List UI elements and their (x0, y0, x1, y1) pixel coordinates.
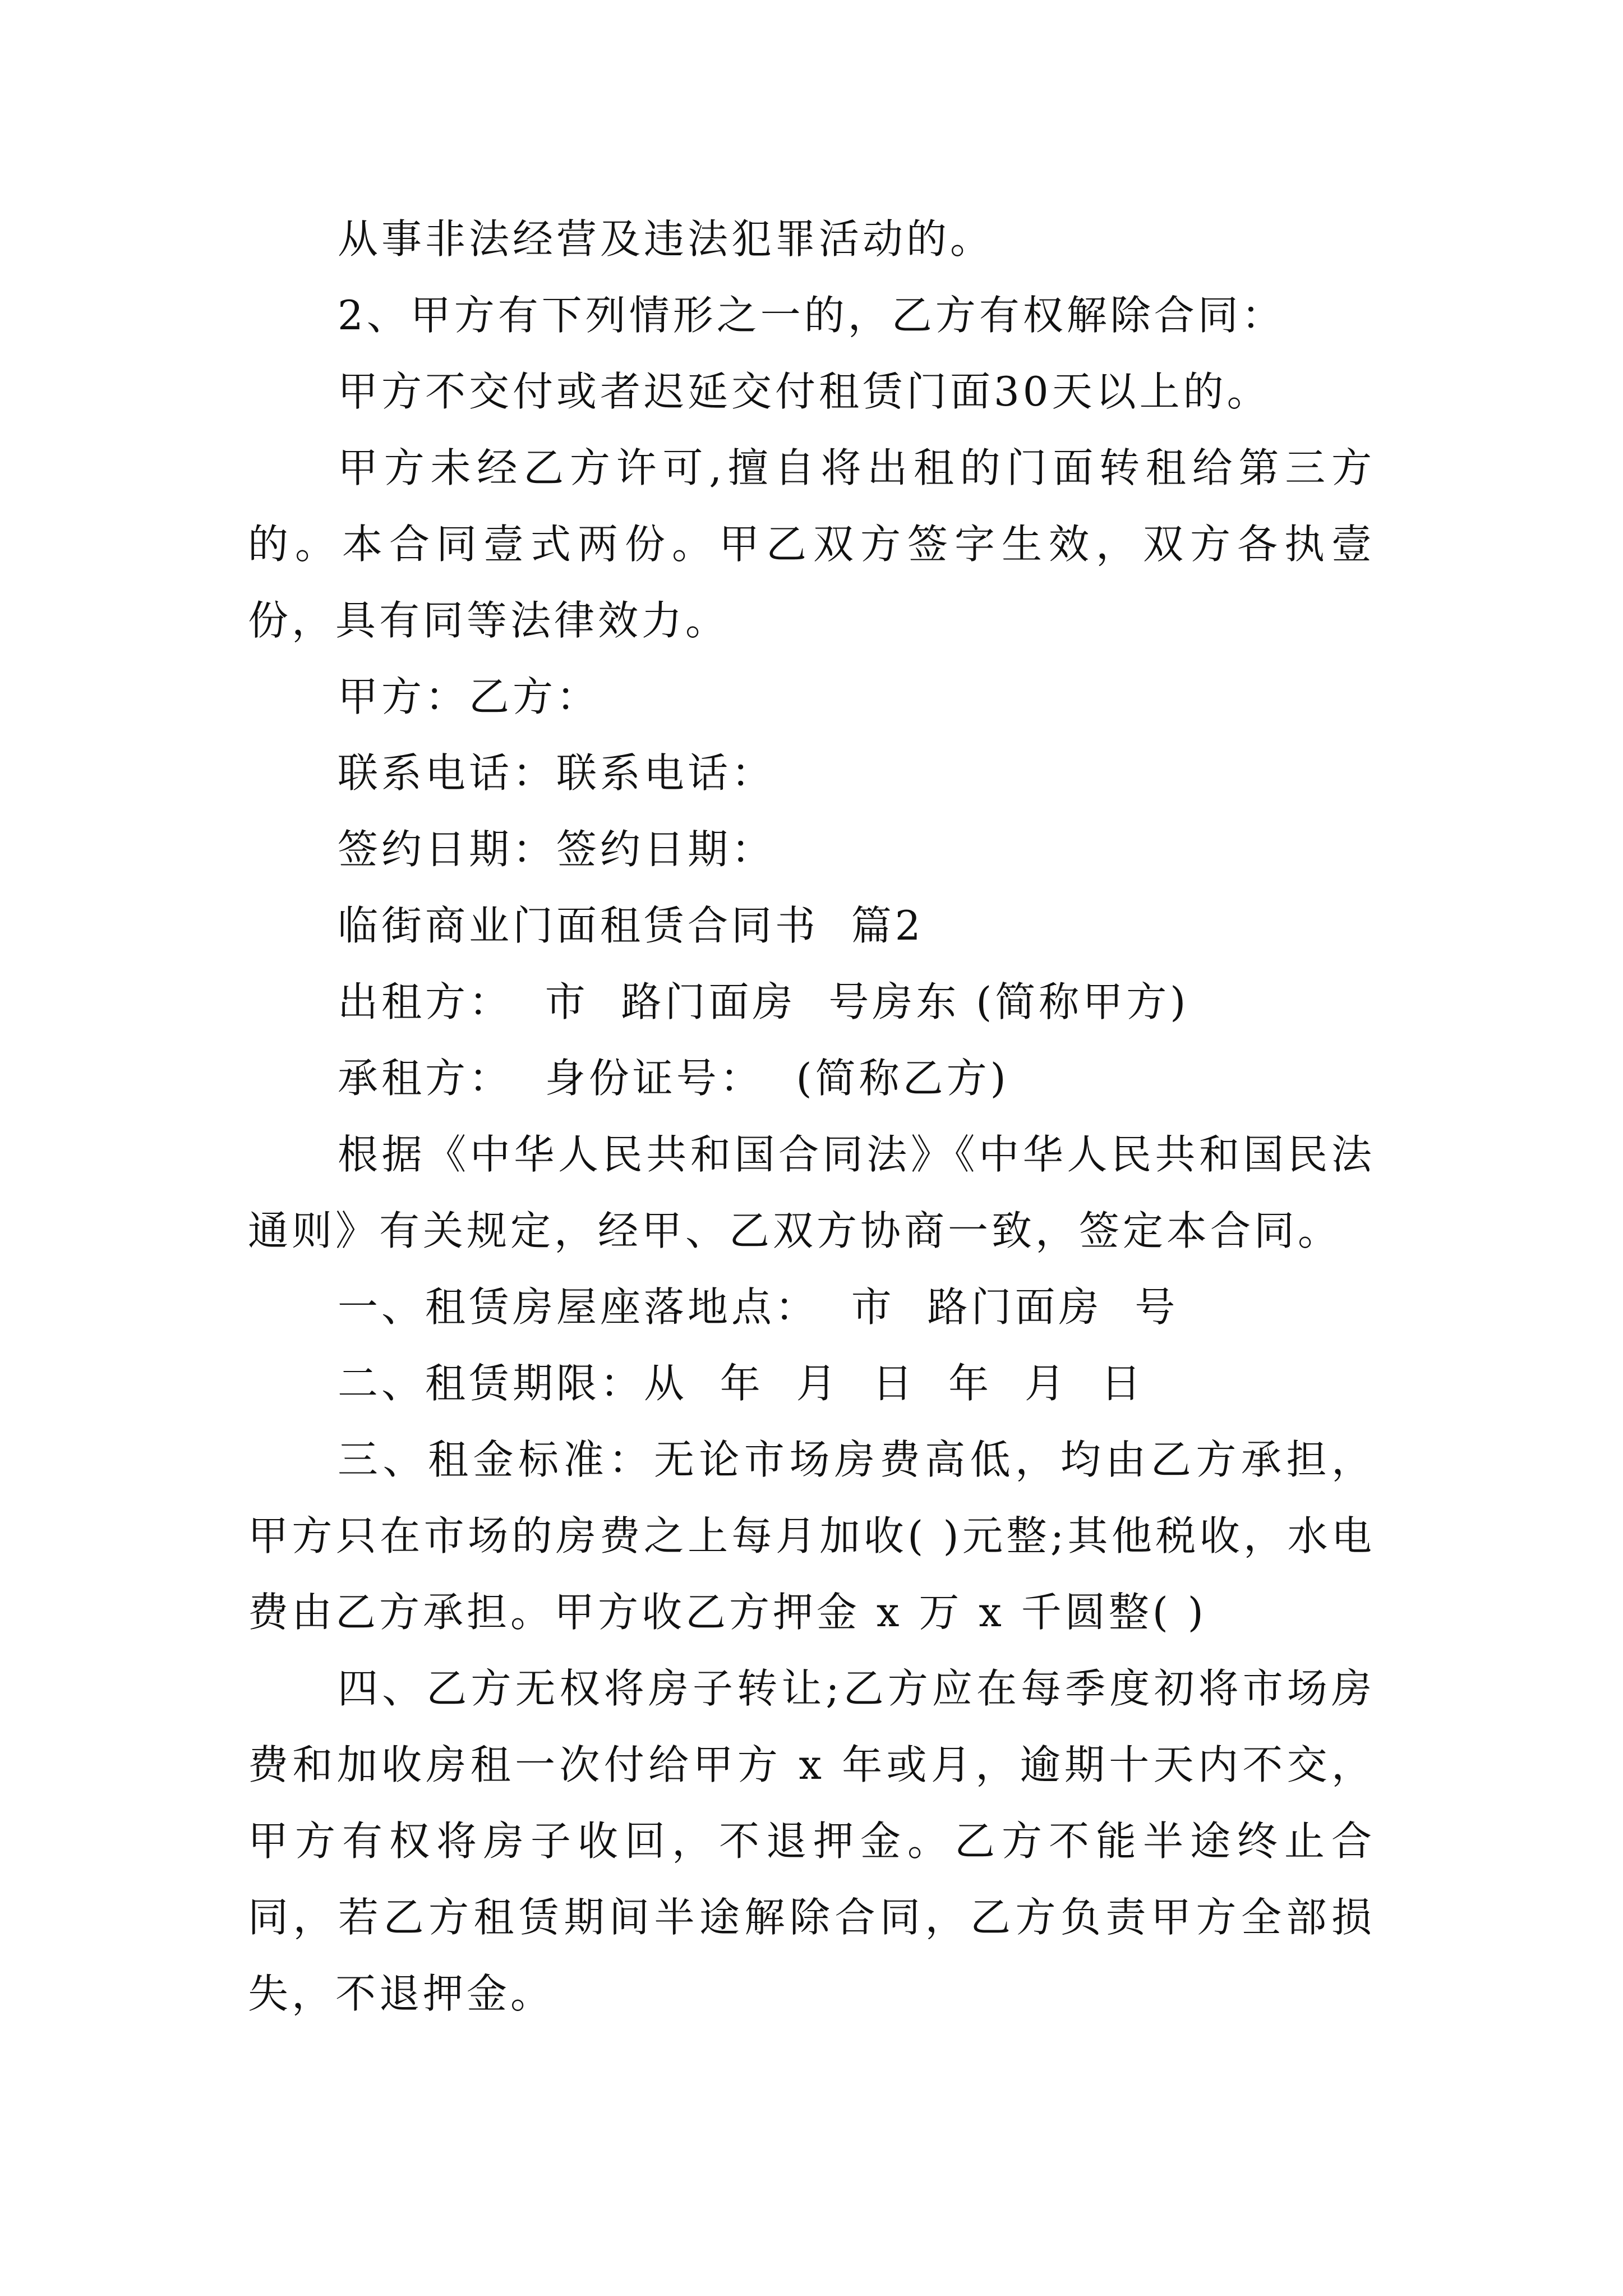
paragraph: 三、租金标准：无论市场房费高低，均由乙方承担，甲方只在市场的房费之上每月加收( )元整;其他税收，水电费由乙方承担。甲方收乙方押金 x 万 x 千圆整( ) (248, 1436, 1375, 1636)
paragraph: 根据《中华人民共和国合同法》《中华人民共和国民法通则》有关规定，经甲、乙双方协商一致，签定本合同。 (248, 1131, 1375, 1254)
document-body (248, 201, 1375, 2032)
section-title: 临街商业门面租赁合同书 篇2 (338, 902, 924, 949)
paragraph: 甲方未经乙方许可,擅自将出租的门面转租给第三方的。本合同壹式两份。甲乙双方签字生效，双方各执壹份，具有同等法律效力。 (248, 444, 1375, 644)
paragraph: 二、租赁期限：从 年 月 日 年 月 日 (338, 1360, 1145, 1407)
paragraph: 承租方： 身份证号： (简称乙方) (338, 1055, 1009, 1102)
paragraph: 签约日期：签约日期： (338, 826, 776, 873)
paragraph: 一、租赁房屋座落地点： 市 路门面房 号 (338, 1283, 1179, 1331)
paragraph: 甲方：乙方： (338, 673, 601, 720)
paragraph: 甲方不交付或者迟延交付租赁门面30天以上的。 (338, 368, 1271, 415)
paragraph: 从事非法经营及违法犯罪活动的。 (338, 215, 994, 263)
paragraph: 2、甲方有下列情形之一的，乙方有权解除合同： (338, 292, 1285, 339)
paragraph: 四、乙方无权将房子转让;乙方应在每季度初将市场房费和加收房租一次付给甲方 x 年或月，逾期十天内不交，甲方有权将房子收回，不退押金。乙方不能半途终止合同，若乙方租赁期间半途解除合同，乙方负责甲方全部损失，不退押金。 (248, 1665, 1375, 2017)
paragraph: 出租方： 市 路门面房 号房东 (简称甲方) (338, 978, 1189, 1025)
paragraph: 联系电话：联系电话： (338, 749, 776, 797)
